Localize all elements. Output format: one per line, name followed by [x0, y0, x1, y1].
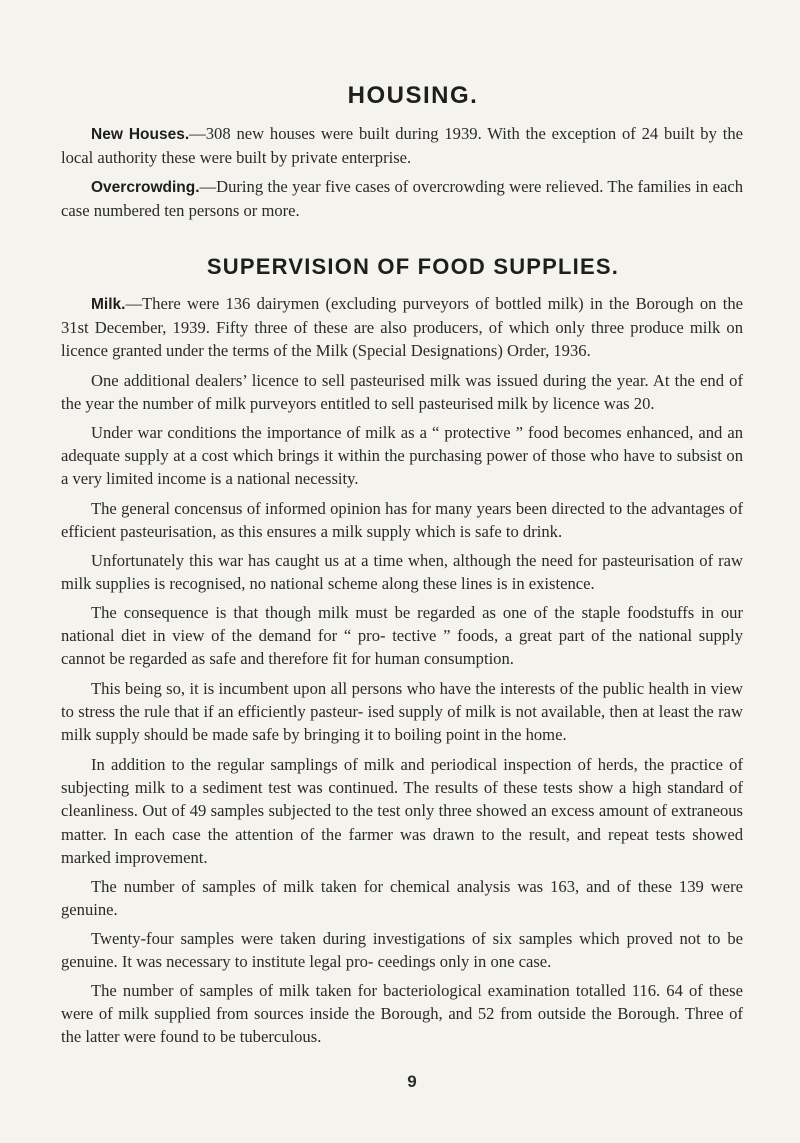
paragraph-general-concensus: The general concensus of informed opinion has for many years been directed to the advantages of efficient pasteurisation, as this ensures a milk supply which is safe to drink.	[61, 499, 743, 542]
paragraph-additional-licence: One additional dealers’ licence to sell pasteurised milk was issued during the year. At the end of the year the number of milk purveyors entitled to sell pasteurised milk by licence was 20.	[61, 371, 743, 414]
paragraph-consequence: The consequence is that though milk must be regarded as one of the staple foodstuffs in our national diet in view of the demand for “ pro- tective ” foods, a great part of the national supply cannot be regarded as safe and therefore fit for human consumption.	[61, 603, 743, 669]
page-number: 9	[407, 1072, 417, 1091]
paragraph-sediment-test: In addition to the regular samplings of milk and periodical inspection of herds, the practice of subjecting milk to a sediment test was continued. The results of these tests show a high standard of cleanliness. Out of 49 samples subjected to the test only three showed an excess amount of extraneous matter. In each case the attention of the farmer was drawn to the result, and repeat tests showed marked improvement.	[61, 755, 743, 867]
overcrowding-text: —During the year five cases of overcrowding were relieved. The families in each case numbered ten persons or more.	[61, 177, 743, 221]
overcrowding-paragraph	[61, 175, 743, 222]
paragraph-chemical-analysis: The number of samples of milk taken for chemical analysis was 163, and of these 139 were genuine.	[61, 877, 743, 920]
paragraph-unfortunately: Unfortunately this war has caught us at a time when, although the need for pasteurisation of raw milk supplies is recognised, no national scheme along these lines is in existence.	[61, 551, 743, 594]
new-houses-paragraph	[61, 122, 743, 169]
new-houses-text: —308 new houses were built during 1939. With the exception of 24 built by the local authority these were built by private enterprise.	[61, 124, 743, 168]
milk-paragraph	[61, 292, 743, 363]
housing-heading: HOUSING.	[347, 82, 479, 109]
paragraph-incumbent: This being so, it is incumbent upon all persons who have the interests of the public health in view to stress the rule that if an efficiently pasteur- ised supply of milk is not available, then at least the raw milk supply should be made safe by bringing it to boiling point in the home.	[61, 679, 743, 745]
paragraph-twenty-four-samples: Twenty-four samples were taken during investigations of six samples which proved not to be genuine. It was necessary to institute legal pro- ceedings only in one case.	[61, 929, 743, 972]
overcrowding-lead: Overcrowding.	[91, 179, 200, 196]
new-houses-lead: New Houses.	[91, 126, 190, 143]
food-supplies-heading: SUPERVISION OF FOOD SUPPLIES.	[206, 254, 620, 279]
milk-text: —There were 136 dairymen (excluding purveyors of bottled milk) in the Borough on the 31st December, 1939. Fifty three of these are also producers, of which only three produce milk on licence granted under the terms of the Milk (Special Designations) Order, 1936.	[61, 294, 743, 361]
paragraph-bacteriological: The number of samples of milk taken for bacteriological examination totalled 116. 64 of these were of milk supplied from sources inside the Borough, and 52 from outside the Borough. Three of the latter were found to be tuberculous.	[61, 981, 743, 1047]
milk-lead: Milk.	[91, 296, 126, 313]
paragraph-war-conditions: Under war conditions the importance of milk as a “ protective ” food becomes enhanced, and an adequate supply at a cost which brings it within the purchasing power of those who have to subsist on a very limited income is a national necessity.	[61, 423, 743, 489]
